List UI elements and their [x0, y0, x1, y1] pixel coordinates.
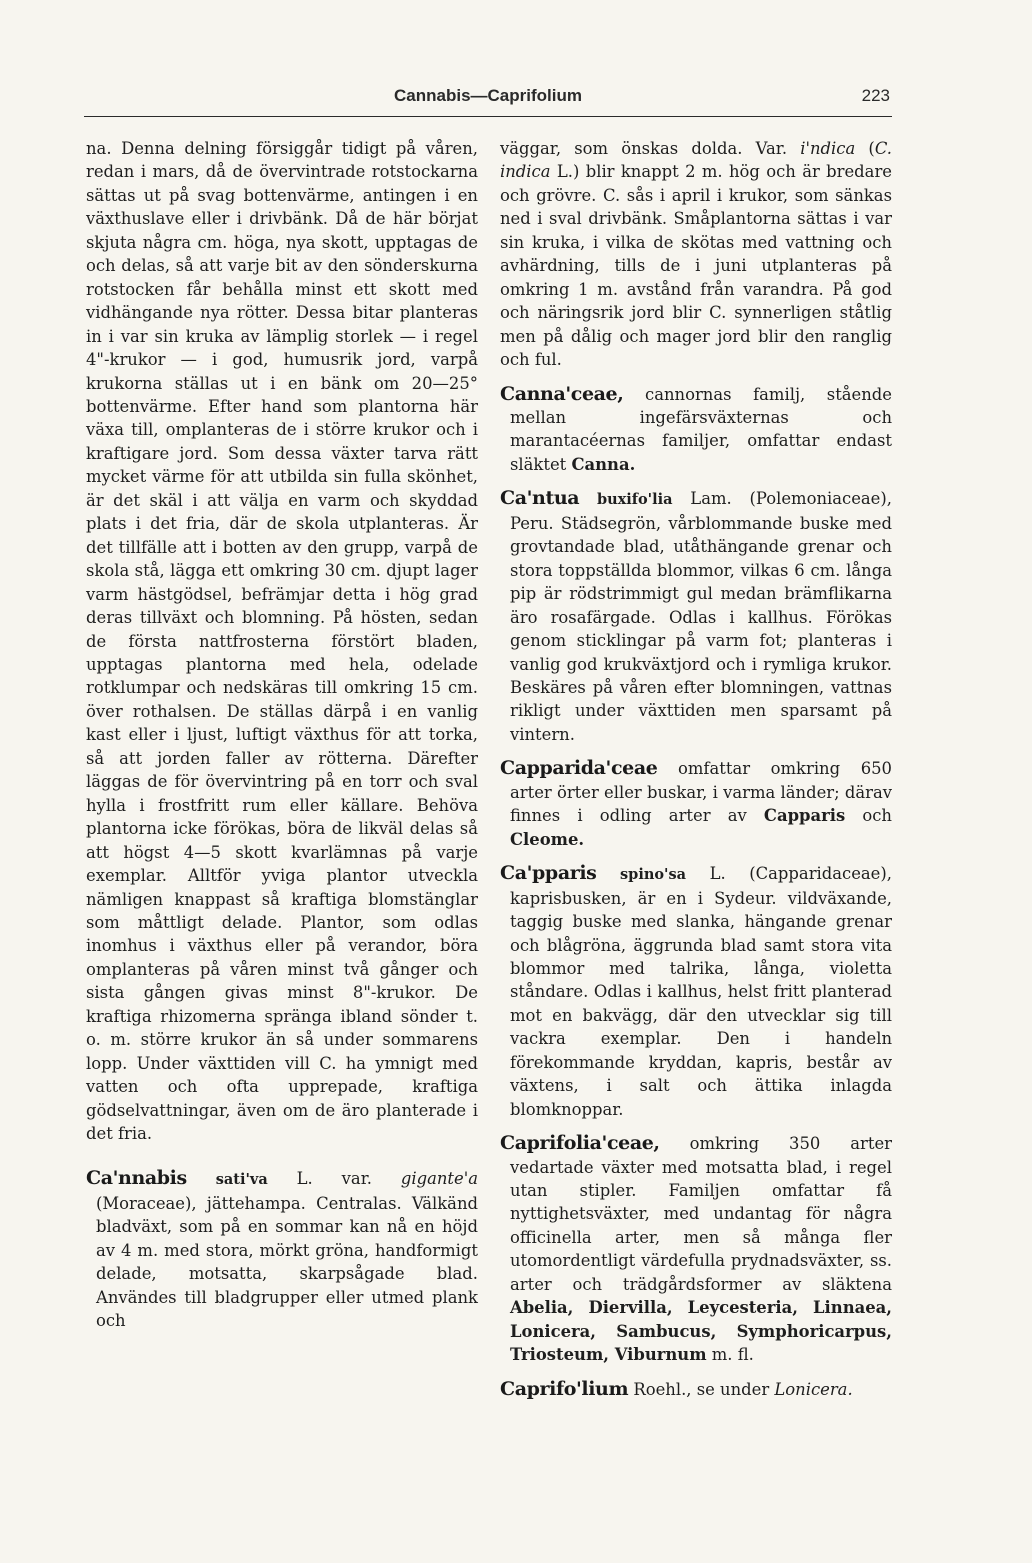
- headword: Ca'pparis: [500, 862, 597, 885]
- author: L. var.: [267, 1169, 401, 1189]
- running-title: Cannabis—Caprifolium: [394, 86, 582, 105]
- headword: Canna'ceae,: [500, 382, 624, 405]
- continuation-paragraph: na. Denna delning försiggår tidigt på våren, redan i mars, då de övervintrade rotstockarna sättas ut på svag bottenvärme, antingen i en växthuslave eller i drivbänk. Då de här börjat skjuta några cm. höga, nya skott, upptagas de och delas, så att varje bit av den sönderskurna rotstocken får behålla minst ett skott med vidhängande nya rötter. Dessa bitar planteras in i var sin kruka av lämplig storlek — i regel 4"-krukor — i god, humusrik jord, varpå krukorna ställas ut i en bänk om 20—25° bottenvärme. Efter hand som plantorna här växa till, omplanteras de i större krukor och i kraftigare jord. Som dessa växter tarva rätt mycket värme för att utbilda sin fulla skönhet, är det skäl i att välja en varm och skyddad plats i det fria, där de skola utplanteras. Är det tillfälle att i botten av den grupp, varpå de skola stå, lägga ett omkring 30 cm. djupt lager varm hästgödsel, befrämjar detta i hög grad deras tillväxt och blomning. På hösten, sedan de första nattfrosterna förstört bladen, upptagas plantorna med hela, odelade rotklumpar och nedskäras till omkring 15 cm. över rothalsen. De ställas därpå i en vanlig kast eller i ljust, luftigt växthus för att torka, så att jorden faller av rötterna. Därefter läggas de för övervintring på en torr och sval hylla i frostfritt rum eller källare. Behöva plantorna icke förökas, böra de likväl delas så att högst 4—5 skott kvarlämnas på varje exemplar. Alltför yviga plantor utveckla nämligen knappast så kraftiga blomstänglar som måttligt delade. Plantor, som odlas inomhus i växthus eller på verandor, böra omplanteras på våren minst två gånger och sista gången givas minst 8"-krukor. De kraftiga rhizomerna spränga ibland sönder t. o. m. större krukor än så under sommarens lopp. Under växttiden vill C. ha ymnigt med vatten och ofta upprepade, kraftiga gödselvattningar, även om de äro planterade i det fria.: [86, 139, 478, 1144]
- variety: gigante'a: [400, 1169, 478, 1189]
- entry-text: cannornas familj, stående mellan ingefärsväxternas och marantacéernas familjer, omfattar endast släktet: [510, 384, 892, 474]
- headword: Ca'ntua: [500, 487, 580, 510]
- text: (: [855, 139, 875, 158]
- entry-cantua: [500, 487, 892, 746]
- entry-cannabis: [86, 1167, 478, 1332]
- entry-text: Lam. (Polemoniaceae), Peru. Städsegrön, vårblommande buske med grovtandade blad, utåthängande grenar och stora toppställda blommor, vilkas 6 cm. långa pip är rödstrimmigt gul medan brämflikarna äro rosafärgade. Odlas i kallhus. Förökas genom sticklingar på varm fot; planteras i vanlig god krukväxtjord och i rymliga krukor. Beskäres på våren efter blomningen, vattnas rikligt under växttiden men sparsamt på vintern.: [510, 489, 892, 744]
- genus: Capparis: [763, 806, 846, 826]
- epithet: spino'sa: [620, 866, 687, 884]
- page-header: [84, 86, 892, 117]
- text: och: [845, 806, 892, 826]
- entry-text: (Moraceae), jättehampa. Centralas. Välkänd bladväxt, som på en sommar kan nå en höjd av 4 m. med stora, mörkt gröna, handformigt delade, motsatta, skarpsågade blad. Användes till bladgrupper eller utmed plank och: [96, 1193, 478, 1331]
- epithet: sati'va: [215, 1171, 268, 1189]
- headword: Caprifo'lium: [500, 1377, 629, 1400]
- entry-text: L. (Capparidaceae), kaprisbusken, är en i Sydeur. vildväxande, taggig buske med slanka, hängande grenar och blågröna, äggrunda blad samt stora vita blommor med talrika, långa, violetta ståndare. Odlas i kallhus, helst fritt planterad mot en bakvägg, där den utvecklar sig till vackra exemplar. Den i handeln förekommande kryddan, kapris, består av växtens, i salt och ättika inlagda blomknoppar.: [510, 864, 892, 1119]
- right-column: [500, 137, 892, 1401]
- entry-text: omfattar omkring 650 arter örter eller buskar, i varma länder; därav finnes i odling arter av: [510, 759, 892, 826]
- text: väggar, som önskas dolda. Var.: [500, 139, 801, 158]
- entry-cannaceae: [500, 383, 892, 477]
- text: L.) blir knappt 2 m. hög och är bredare och grövre. C. sås i april i krukor, som sänkas ned i sval drivbänk. Småplantorna sättas i var sin kruka, i vilka de skötas med vattning och avhärdning, tills de i juni utplanteras på omkring 1 m. avstånd från varandra. På god och näringsrik jord blir C. synnerligen ståtlig men på dålig och mager jord blir den ranglig och ful.: [500, 162, 892, 370]
- genus: Cleome.: [510, 829, 585, 849]
- entry-caprifoliaceae: [500, 1132, 892, 1367]
- synonym: C. indica: [500, 139, 893, 182]
- entry-capparidaceae: [500, 757, 892, 851]
- entry-capparis: [500, 862, 892, 1121]
- variety-name: i'ndica: [800, 139, 856, 158]
- cannabis-continuation: [500, 137, 892, 372]
- left-column: [86, 137, 478, 1333]
- epithet: buxifo'lia: [596, 491, 673, 509]
- entry-text: omkring 350 arter vedartade växter med motsatta blad, i regel utan stipler. Familjen omfattar få nyttighetsväxter, med undantag för några officinella arter, men så många fler utomordentligt värdefulla prydnadsväxter, ss. arter och trädgårdsformer av släktena: [510, 1134, 892, 1294]
- cross-reference: Lonicera.: [774, 1379, 853, 1399]
- headword: Ca'nnabis: [86, 1167, 187, 1190]
- text: m. fl.: [706, 1345, 754, 1365]
- entry-caprifolium: [500, 1378, 892, 1401]
- headword: Caprifolia'ceae,: [500, 1132, 660, 1155]
- headword: Capparida'ceae: [500, 757, 658, 780]
- entry-text: Roehl., se under: [628, 1379, 775, 1399]
- page-number: 223: [861, 86, 890, 105]
- genus: Canna.: [571, 454, 636, 474]
- genera: Abelia, Diervilla, Leycesteria, Linnaea, Lonicera, Sambucus, Symphoricarpus, Triosteum, Viburnum: [510, 1298, 892, 1365]
